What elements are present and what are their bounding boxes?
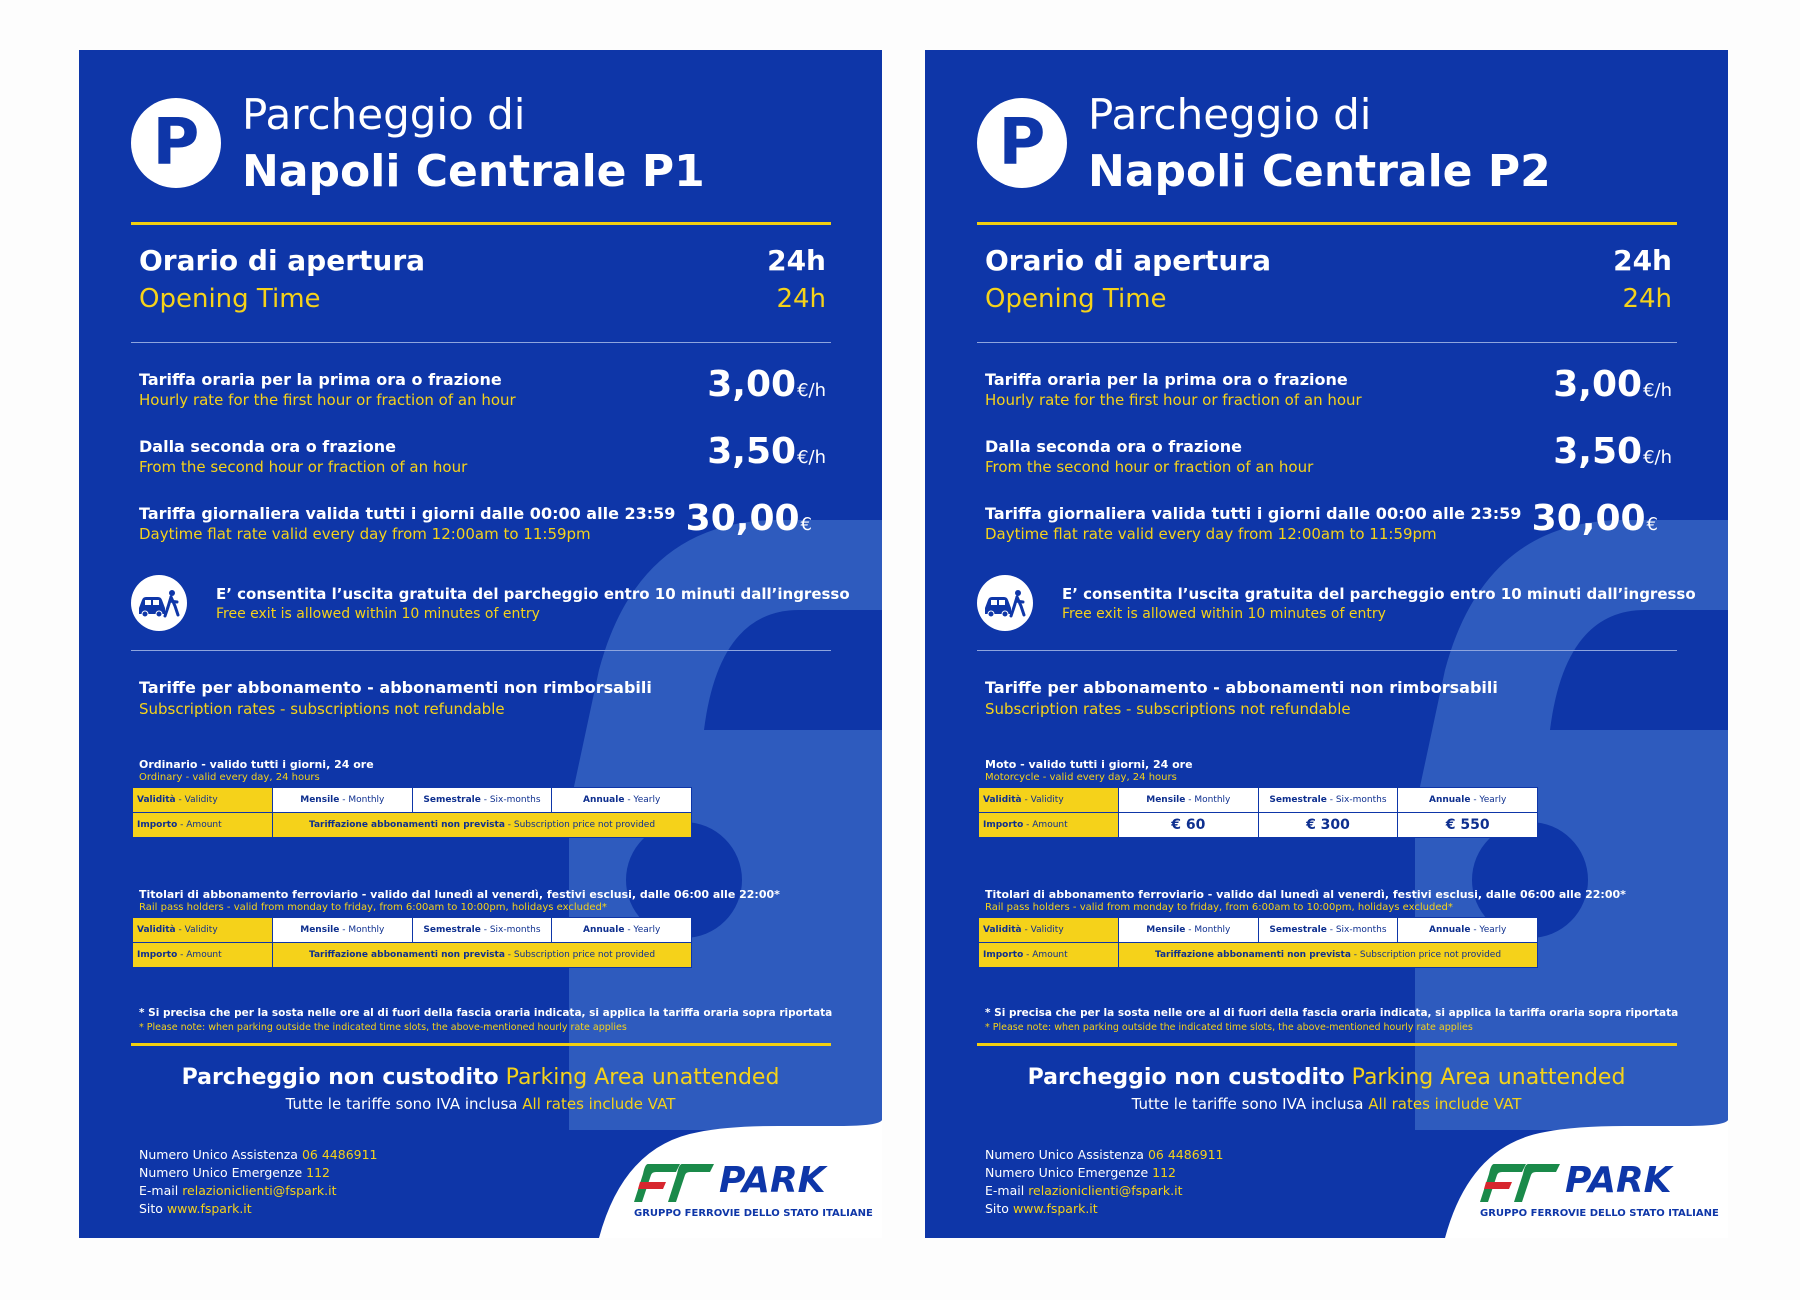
rate-2-price: 3,50€/h — [1553, 431, 1672, 472]
table1-title-en: Ordinary - valid every day, 24 hours — [139, 772, 320, 783]
monthly-header: Mensile - Monthly — [1119, 918, 1259, 943]
table-row — [133, 813, 692, 838]
amount-cell: Importo - Amount — [979, 813, 1119, 838]
parking-watermark-graphic — [79, 50, 882, 1238]
validity-cell: Validità - Validity — [979, 788, 1119, 813]
yearly-header: Annuale - Yearly — [1398, 918, 1538, 943]
divider — [131, 650, 831, 651]
subscription-heading-en: Subscription rates - subscriptions not refundable — [985, 700, 1351, 718]
divider — [977, 650, 1677, 651]
title-prefix: Parcheggio di — [1088, 90, 1372, 139]
subscription-heading-it: Tariffe per abbonamento - abbonamenti non rimborsabili — [985, 678, 1498, 697]
sixmonths-header: Semestrale - Six-months — [1258, 788, 1398, 813]
monthly-header: Mensile - Monthly — [273, 788, 413, 813]
table-row — [979, 943, 1538, 968]
contact-email[interactable]: E-mail relazioniclienti@fspark.it — [985, 1183, 1183, 1198]
amount-cell: Importo - Amount — [133, 813, 273, 838]
amount-cell: Importo - Amount — [979, 943, 1119, 968]
monthly-header: Mensile - Monthly — [1119, 788, 1259, 813]
table2-title-it: Titolari di abbonamento ferroviario - valido dal lunedì al venerdì, festivi esclusi, dalle 06:00 alle 22:00* — [985, 888, 1626, 901]
rate-1-label-it: Tariffa oraria per la prima ora o frazione — [985, 370, 1348, 389]
yearly-header: Annuale - Yearly — [1398, 788, 1538, 813]
yearly-header: Annuale - Yearly — [552, 788, 692, 813]
fs-logo-icon — [634, 1162, 716, 1204]
free-exit-text-it: E’ consentita l’uscita gratuita del parcheggio entro 10 minuti dall’ingresso — [216, 585, 850, 603]
fs-park-logo: PARK — [719, 1160, 826, 1201]
rate-1-label-it: Tariffa oraria per la prima ora o frazione — [139, 370, 502, 389]
validity-cell: Validità - Validity — [133, 918, 273, 943]
sixmonths-price-cell: € 300 — [1258, 813, 1398, 838]
opening-time-value-en: 24h — [1622, 284, 1672, 314]
monthly-header: Mensile - Monthly — [273, 918, 413, 943]
contact-assistance: Numero Unico Assistenza 06 4486911 — [985, 1147, 1224, 1162]
unattended-notice: Parcheggio non custodito Parking Area unattended — [181, 1065, 780, 1090]
free-exit-text-en: Free exit is allowed within 10 minutes of entry — [216, 606, 540, 622]
table1-title-en: Motorcycle - valid every day, 24 hours — [985, 772, 1177, 783]
table-row — [979, 813, 1538, 838]
parking-poster-p1 — [79, 50, 882, 1238]
table2-title-en: Rail pass holders - valid from monday to friday, from 6:00am to 10:00pm, holidays excluded* — [139, 902, 607, 913]
car-exit-icon — [977, 575, 1033, 631]
divider — [977, 342, 1677, 343]
divider — [977, 222, 1677, 225]
opening-time-label-it: Orario di apertura — [139, 244, 426, 277]
sixmonths-header: Semestrale - Six-months — [412, 788, 552, 813]
opening-time-value-it: 24h — [767, 244, 826, 277]
rate-2-label-en: From the second hour or fraction of an hour — [139, 458, 468, 476]
sixmonths-header: Semestrale - Six-months — [412, 918, 552, 943]
free-exit-text-en: Free exit is allowed within 10 minutes of entry — [1062, 606, 1386, 622]
title-prefix: Parcheggio di — [242, 90, 526, 139]
validity-cell: Validità - Validity — [979, 918, 1119, 943]
rate-1-price: 3,00€/h — [1553, 364, 1672, 405]
contact-email[interactable]: E-mail relazioniclienti@fspark.it — [139, 1183, 337, 1198]
parking-watermark-graphic — [925, 50, 1728, 1238]
opening-time-label-it: Orario di apertura — [985, 244, 1272, 277]
contact-assistance: Numero Unico Assistenza 06 4486911 — [139, 1147, 378, 1162]
footnote-it: * Si precisa che per la sosta nelle ore al di fuori della fascia oraria indicata, si applica la tariffa oraria sopra riportata — [139, 1007, 833, 1019]
contact-emergency: Numero Unico Emergenze 112 — [985, 1165, 1176, 1180]
fs-park-logo: PARK — [1565, 1160, 1672, 1201]
rate-3-label-it: Tariffa giornaliera valida tutti i giorni dalle 00:00 alle 23:59 — [139, 504, 676, 523]
table-row — [133, 788, 692, 813]
contact-emergency: Numero Unico Emergenze 112 — [139, 1165, 330, 1180]
rate-1-price: 3,00€/h — [707, 364, 826, 405]
validity-cell: Validità - Validity — [133, 788, 273, 813]
rate-1-label-en: Hourly rate for the first hour or fraction of an hour — [985, 391, 1362, 409]
parking-title: Napoli Centrale P2 — [1088, 146, 1551, 197]
sixmonths-header: Semestrale - Six-months — [1258, 918, 1398, 943]
table2-title-en: Rail pass holders - valid from monday to friday, from 6:00am to 10:00pm, holidays excluded* — [985, 902, 1453, 913]
car-exit-icon — [131, 575, 187, 631]
rate-3-label-en: Daytime flat rate valid every day from 12:00am to 11:59pm — [139, 525, 591, 543]
rate-1-label-en: Hourly rate for the first hour or fraction of an hour — [139, 391, 516, 409]
fs-logo-icon — [1480, 1162, 1562, 1204]
opening-time-value-en: 24h — [776, 284, 826, 314]
subscription-table-1 — [978, 787, 1538, 838]
yearly-header: Annuale - Yearly — [552, 918, 692, 943]
rate-3-price: 30,00€ — [685, 498, 812, 539]
table-row — [133, 943, 692, 968]
parking-title: Napoli Centrale P1 — [242, 146, 705, 197]
table2-title-it: Titolari di abbonamento ferroviario - valido dal lunedì al venerdì, festivi esclusi, dalle 06:00 alle 22:00* — [139, 888, 780, 901]
subscription-heading-it: Tariffe per abbonamento - abbonamenti non rimborsabili — [139, 678, 652, 697]
vat-notice: Tutte le tariffe sono IVA inclusa All rates include VAT — [1131, 1095, 1522, 1113]
table1-title-it: Ordinario - valido tutti i giorni, 24 ore — [139, 758, 374, 771]
rate-2-label-it: Dalla seconda ora o frazione — [985, 437, 1242, 456]
contact-website[interactable]: Sito www.fspark.it — [985, 1201, 1098, 1216]
rate-3-label-en: Daytime flat rate valid every day from 12:00am to 11:59pm — [985, 525, 1437, 543]
table-row — [979, 788, 1538, 813]
rate-2-label-it: Dalla seconda ora o frazione — [139, 437, 396, 456]
opening-time-value-it: 24h — [1613, 244, 1672, 277]
fs-group-name: GRUPPO FERROVIE DELLO STATO ITALIANE — [1480, 1208, 1719, 1219]
parking-poster-p2 — [925, 50, 1728, 1238]
fs-group-name: GRUPPO FERROVIE DELLO STATO ITALIANE — [634, 1208, 873, 1219]
vat-notice: Tutte le tariffe sono IVA inclusa All rates include VAT — [285, 1095, 676, 1113]
subscription-table-2 — [132, 917, 692, 968]
table-row — [979, 918, 1538, 943]
parking-p-logo-icon: P — [977, 98, 1067, 188]
table-row — [133, 918, 692, 943]
footnote-en: * Please note: when parking outside the indicated time slots, the above-mentioned hourly rate applies — [985, 1022, 1473, 1033]
monthly-price-cell: € 60 — [1119, 813, 1259, 838]
footnote-it: * Si precisa che per la sosta nelle ore al di fuori della fascia oraria indicata, si applica la tariffa oraria sopra riportata — [985, 1007, 1679, 1019]
divider — [131, 222, 831, 225]
price-not-provided-cell: Tariffazione abbonamenti non prevista - Subscription price not provided — [1119, 943, 1538, 968]
amount-cell: Importo - Amount — [133, 943, 273, 968]
unattended-notice: Parcheggio non custodito Parking Area unattended — [1027, 1065, 1626, 1090]
subscription-table-2 — [978, 917, 1538, 968]
rate-2-price: 3,50€/h — [707, 431, 826, 472]
parking-p-logo-icon: P — [131, 98, 221, 188]
table1-title-it: Moto - valido tutti i giorni, 24 ore — [985, 758, 1193, 771]
divider — [977, 1043, 1677, 1046]
divider — [131, 342, 831, 343]
rate-2-label-en: From the second hour or fraction of an hour — [985, 458, 1314, 476]
free-exit-text-it: E’ consentita l’uscita gratuita del parcheggio entro 10 minuti dall’ingresso — [1062, 585, 1696, 603]
rate-3-label-it: Tariffa giornaliera valida tutti i giorni dalle 00:00 alle 23:59 — [985, 504, 1522, 523]
contact-website[interactable]: Sito www.fspark.it — [139, 1201, 252, 1216]
opening-time-label-en: Opening Time — [985, 284, 1167, 314]
price-not-provided-cell: Tariffazione abbonamenti non prevista - Subscription price not provided — [273, 943, 692, 968]
price-not-provided-cell: Tariffazione abbonamenti non prevista - Subscription price not provided — [273, 813, 692, 838]
yearly-price-cell: € 550 — [1398, 813, 1538, 838]
subscription-heading-en: Subscription rates - subscriptions not refundable — [139, 700, 505, 718]
subscription-table-1 — [132, 787, 692, 838]
footnote-en: * Please note: when parking outside the indicated time slots, the above-mentioned hourly rate applies — [139, 1022, 627, 1033]
rate-3-price: 30,00€ — [1531, 498, 1658, 539]
opening-time-label-en: Opening Time — [139, 284, 321, 314]
divider — [131, 1043, 831, 1046]
